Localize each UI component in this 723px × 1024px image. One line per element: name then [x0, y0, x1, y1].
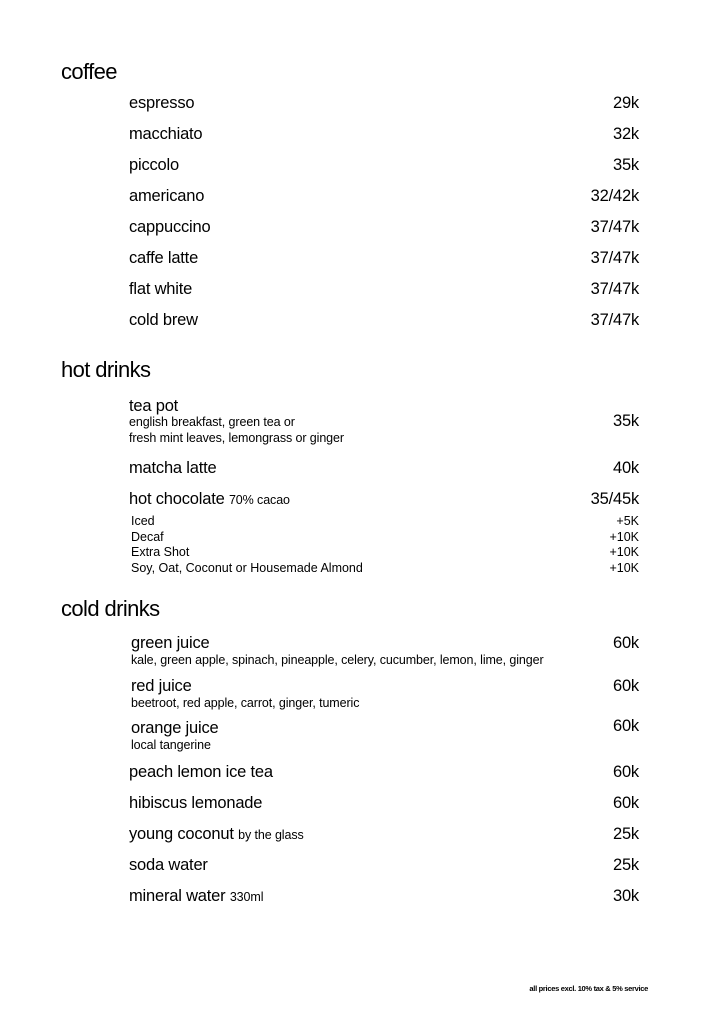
menu-item-name: espresso [129, 94, 195, 112]
menu-item-name: red juice [131, 677, 192, 695]
menu-item-name [129, 491, 290, 508]
menu-item-description: beetroot, red apple, carrot, ginger, tumeric [131, 696, 360, 710]
price-disclaimer: all prices excl. 10% tax & 5% service [529, 984, 648, 993]
section-title-cold-drinks: cold drinks [61, 596, 160, 621]
menu-item-name: flat white [129, 280, 193, 298]
menu-item-price: 37/47k [590, 218, 639, 236]
menu-item-price: 32k [612, 125, 639, 143]
addon-price: +5K [616, 514, 639, 528]
menu-item-price: 25k [612, 856, 639, 874]
menu-item-name: cappuccino [129, 218, 211, 236]
menu-item-name [129, 826, 304, 843]
menu-item-name: soda water [129, 856, 208, 874]
menu-item-name: piccolo [129, 156, 179, 174]
menu-item-note: 330ml [229, 890, 264, 904]
addon-name: Decaf [131, 530, 164, 544]
addon-name: Soy, Oat, Coconut or Housemade Almond [131, 561, 363, 575]
menu-item-name-text: young coconut [129, 825, 234, 843]
menu-item-price: 32/42k [590, 187, 639, 205]
addon-price: +10K [609, 561, 639, 575]
menu-item-price: 25k [612, 825, 639, 843]
menu-item-name: macchiato [129, 125, 203, 143]
menu-item-price: 60k [612, 677, 639, 695]
menu-item-note: by the glass [238, 828, 304, 842]
menu-item-name: americano [129, 187, 205, 205]
menu-item-name: green juice [131, 634, 210, 652]
menu-item-price: 60k [612, 634, 639, 652]
addon-price: +10K [609, 530, 639, 544]
menu-item-price: 37/47k [590, 249, 639, 267]
menu-item-price: 60k [612, 717, 639, 735]
section-title-coffee: coffee [61, 59, 117, 84]
menu-item-description: english breakfast, green tea or [129, 415, 295, 429]
menu-item-description: kale, green apple, spinach, pineapple, celery, cucumber, lemon, lime, ginger [131, 653, 544, 667]
addon-name: Iced [131, 514, 155, 528]
menu-item-price: 40k [612, 459, 639, 477]
menu-item-name-text: mineral water [129, 887, 226, 905]
menu-item-description: fresh mint leaves, lemongrass or ginger [129, 431, 344, 445]
menu-item-price: 35k [612, 412, 639, 430]
menu-item-name-text: hot chocolate [129, 490, 225, 508]
menu-item-price: 37/47k [590, 280, 639, 298]
menu-item-name: hibiscus lemonade [129, 794, 263, 812]
menu-item-name: caffe latte [129, 249, 199, 267]
menu-item-price: 35/45k [590, 490, 639, 508]
menu-item-price: 35k [612, 156, 639, 174]
menu-item-price: 60k [612, 763, 639, 781]
menu-item-price: 37/47k [590, 311, 639, 329]
menu-item-name: matcha latte [129, 459, 217, 477]
menu-item-name [129, 888, 263, 905]
menu-item-price: 30k [612, 887, 639, 905]
menu-item-name: peach lemon ice tea [129, 763, 273, 781]
section-title-hot-drinks: hot drinks [61, 357, 151, 382]
menu-item-price: 60k [612, 794, 639, 812]
addon-price: +10K [609, 545, 639, 559]
menu-item-name: tea pot [129, 397, 179, 415]
menu-item-description: local tangerine [131, 738, 211, 752]
menu-item-name: cold brew [129, 311, 198, 329]
menu-item-name: orange juice [131, 719, 219, 737]
menu-item-note: 70% cacao [228, 493, 290, 507]
menu-item-price: 29k [612, 94, 639, 112]
addon-name: Extra Shot [131, 545, 190, 559]
